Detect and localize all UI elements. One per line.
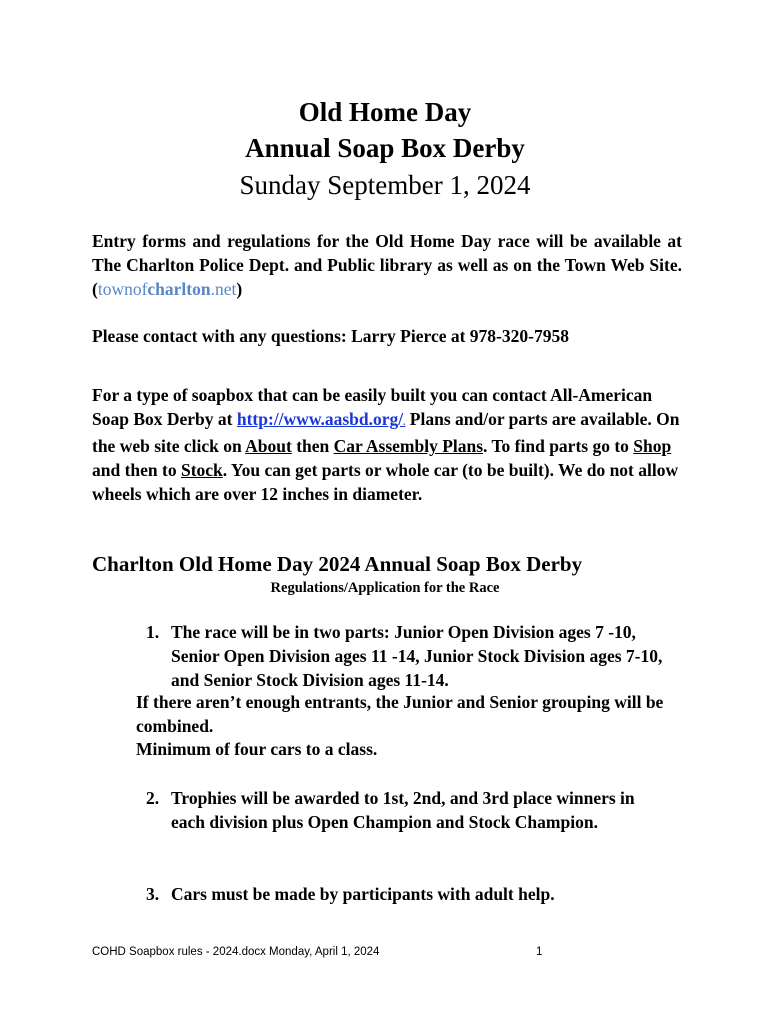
regulations-title: Charlton Old Home Day 2024 Annual Soap Box Derby bbox=[92, 552, 583, 576]
list-item-text: The race will be in two parts: Junior Open Division ages 7 -10, Senior Open Division ages 11 -14, Junior Stock Division ages 7-10, and Senior Stock Division ages 11-14. bbox=[171, 622, 663, 690]
shop-link[interactable]: Shop bbox=[633, 436, 672, 456]
soapbox-paragraph: For a type of soapbox that can be easily built you can contact All-American Soap Box Derby at http://www.aasbd.org/. Plans and/or parts are available. On the web site click on About then Car Assembly Plans. To find parts go to Shop and then to Stock. You can get parts or whole car (to be built). We do not allow wheels which are over 12 inches in diameter. bbox=[92, 385, 680, 504]
list-item-note: Minimum of four cars to a class. bbox=[136, 739, 378, 759]
regulations-subtitle: Regulations/Application for the Race bbox=[270, 580, 500, 596]
stock-link[interactable]: Stock bbox=[180, 460, 223, 480]
document-subtitle: Annual Soap Box Derby bbox=[245, 133, 525, 163]
document-title: Old Home Day bbox=[298, 97, 472, 127]
contact-paragraph: Please contact with any questions: Larry Pierce at 978-320-7958 bbox=[92, 326, 569, 346]
list-item-text: Cars must be made by participants with adult help. bbox=[171, 884, 555, 904]
list-item bbox=[0, 620, 770, 700]
intro-text: Entry forms and regulations for the Old Home Day race will be available at The Charlton Police Dept. and Public library as well as on the Town Web Site. bbox=[92, 231, 682, 275]
town-website-link[interactable]: townofcharlton.net bbox=[97, 279, 237, 299]
page-number: 1 bbox=[536, 946, 543, 958]
aasbd-link[interactable]: http://www.aasbd.org/ bbox=[236, 409, 404, 429]
list-item-note: If there aren’t enough entrants, the Junior and Senior grouping will be combined. bbox=[136, 692, 664, 736]
list-item-number: 2. bbox=[146, 788, 160, 808]
list-item-number: 3. bbox=[146, 884, 160, 904]
list-item-number: 1. bbox=[146, 622, 160, 642]
list-item-text: Trophies will be awarded to 1st, 2nd, and 3rd place winners in each division plus Open Champion and Stock Champion. bbox=[171, 788, 635, 832]
about-link[interactable]: About bbox=[245, 436, 292, 456]
list-item bbox=[0, 786, 770, 866]
footer-filename-date: COHD Soapbox rules - 2024.docx Monday, April 1, 2024 bbox=[92, 946, 380, 958]
event-date: Sunday September 1, 2024 bbox=[239, 170, 531, 200]
intro-paragraph: Entry forms and regulations for the Old Home Day race will be available at The Charlton Police Dept. and Public library as well as on the Town Web Site. (townofcharlton.net) bbox=[92, 231, 682, 299]
list-item bbox=[0, 882, 770, 912]
car-assembly-plans-link[interactable]: Car Assembly Plans bbox=[333, 436, 484, 456]
